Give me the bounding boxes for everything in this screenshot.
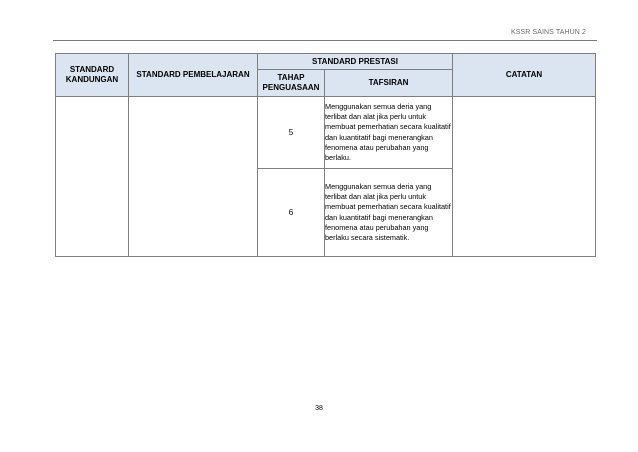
header-catatan: CATATAN	[453, 54, 596, 97]
page-number: 38	[315, 405, 323, 412]
header-tahap-penguasaan: TAHAP PENGUASAAN	[258, 70, 325, 97]
header-standard-prestasi: STANDARD PRESTASI	[258, 54, 453, 70]
standard-kandungan-cell	[56, 97, 129, 257]
header-standard-pembelajaran: STANDARD PEMBELAJARAN	[129, 54, 258, 97]
header-standard-kandungan: STANDARD KANDUNGAN	[56, 54, 129, 97]
header-divider	[53, 40, 597, 41]
tahap-cell: 5	[258, 97, 325, 169]
tafsiran-cell: Menggunakan semua deria yang terlibat dan alat jika perlu untuk membuat pemerhatian secara kualitatif dan kuantitatif bagi menerangkan fenomena atau perubahan yang berlaku.	[325, 97, 453, 169]
catatan-cell	[453, 97, 596, 257]
tafsiran-cell: Menggunakan semua deria yang terlibat dan alat jika perlu untuk membuat pemerhatian secara kualitatif dan kuantitatif bagi menerangkan fenomena atau perubahan yang berlaku secara sistematik.	[325, 169, 453, 257]
table-row	[56, 97, 596, 169]
header-tafsiran: TAFSIRAN	[325, 70, 453, 97]
tahap-cell: 6	[258, 169, 325, 257]
document-header: KSSR SAINS TAHUN 2	[510, 29, 586, 36]
standard-pembelajaran-cell	[129, 97, 258, 257]
standard-prestasi-table	[55, 53, 596, 257]
table-header-row	[56, 54, 596, 70]
